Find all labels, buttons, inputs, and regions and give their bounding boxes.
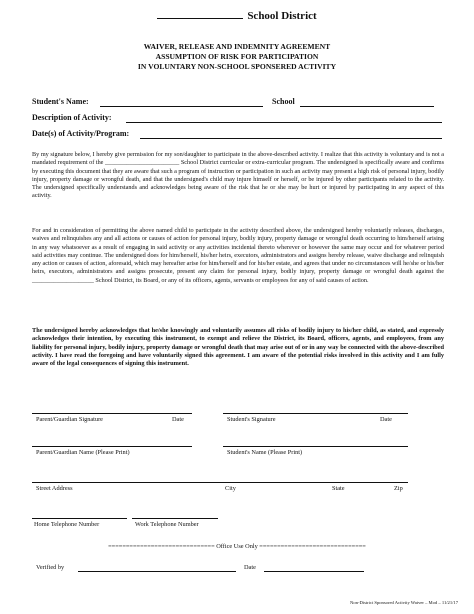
parent-name-label: Parent/Guardian Name (Please Print) [36,449,130,456]
student-name-field[interactable] [100,106,263,107]
student-name-label: Student's Name: [32,97,89,106]
verified-by-line[interactable] [78,571,236,572]
heading-line-3: IN VOLUNTARY NON-SCHOOL SPONSERED ACTIVITY [137,62,337,71]
description-label: Description of Activity: [32,113,112,122]
home-phone-line[interactable] [32,518,127,519]
document-title [0,8,474,22]
verified-by-label: Verified by [36,564,65,571]
document-heading [0,42,474,72]
date-label-1: Date [172,416,184,423]
description-field[interactable] [126,122,442,123]
office-date-label: Date [244,564,256,571]
dates-field[interactable] [140,138,442,139]
parent-name-line[interactable] [32,446,192,447]
city-label: City [225,485,236,492]
student-signature-label: Student's Signature [227,416,276,423]
street-address-label: Street Address [36,485,73,492]
student-signature-line[interactable] [223,413,408,414]
parent-signature-label: Parent/Guardian Signature [36,416,103,423]
heading-line-1: WAIVER, RELEASE AND INDEMNITY AGREEMENT [143,42,331,51]
title-text: School District [247,10,317,22]
school-label: School [272,97,295,106]
home-phone-label: Home Telephone Number [34,521,100,528]
release-paragraph: For and in consideration of permitting the above named child to participate in the activity described above, the undersigned hereby voluntarily releases, discharges, waives and relinquishes any and all actions or causes of action for personal injury, bodily injury, property damage or wrongful death occurring to him/herself arising in any way whatsoever as a result of engaging in said activity or any activities incidental thereto wherever or however the same may occur and for whatever period said activities may continue. The undersigned does for him/herself, his/her heirs, executors, administrators and assigns hereby release, waive discharge and relinquish any action or causes of action, aforesaid, which may hereafter arise for him/herself and for his/her estate, and agrees that under no circumstances will he/she or his/her heirs, executors, administrators and assigns prosecute, present any claim for personal injury, bodily injury, property damage or wrongful death against the ____________________ School District, its Board, or any of its officers, agents, servants or employees for any of said causes of action. [32,227,444,284]
date-label-2: Date [380,416,392,423]
student-name-print-line[interactable] [223,446,408,447]
zip-label: Zip [394,485,403,492]
form-footer: Non-District Sponsored Activity Waiver – Mod – 11/21/17 [350,600,458,605]
dates-label: Date(s) of Activity/Program: [32,129,130,138]
heading-line-2: ASSUMPTION OF RISK FOR PARTICIPATION [155,52,319,61]
district-name-blank[interactable] [157,8,243,19]
office-date-line[interactable] [264,571,364,572]
permission-paragraph: By my signature below, I hereby give permission for my son/daughter to participate in the above-described activity. I realize that this activity is voluntary and is not a mandated requirement of the ________________________ School District curricular or extra-curricular program. The undersigned is specifically aware and confirms by executing this document that they are aware that such a program of instruction or participation in such an activity may present a high risk of personal injury, bodily injury, property damage or wrongful death, and that the undersigned's child may injure himself or herself, or be injured by other participants related to the activity. The undersigned specifically understands and acknowledges being aware of the risk that he or she may be hurt or injured by participating in any aspect of this activity. [32,151,444,200]
school-field[interactable] [300,106,434,107]
student-name-print-label: Student's Name (Please Print) [227,449,303,456]
work-phone-line[interactable] [132,518,218,519]
state-label: State [332,485,345,492]
parent-signature-line[interactable] [32,413,192,414]
office-use-divider: ============================== Office Use Only ============================== [108,543,366,550]
acknowledgement-paragraph: The undersigned hereby acknowledges that he/she knowingly and voluntarily assumes all risks of bodily injury to his/her child, as stated, and expressly acknowledges their intention, by executing this instrument, to exempt and relieve the District, its Board, officers, agents, and employees, from any liability for personal injury, bodily injury, property damage or wrongful death that may arise out of or in any way be connected with the above-described activity. I have read the foregoing and have voluntarily signed this agreement. I am aware of the potential risks involved in this activity and I am fully aware of the legal consequences of signing this instrument. [32,327,444,368]
address-line[interactable] [32,482,408,483]
work-phone-label: Work Telephone Number [135,521,199,528]
